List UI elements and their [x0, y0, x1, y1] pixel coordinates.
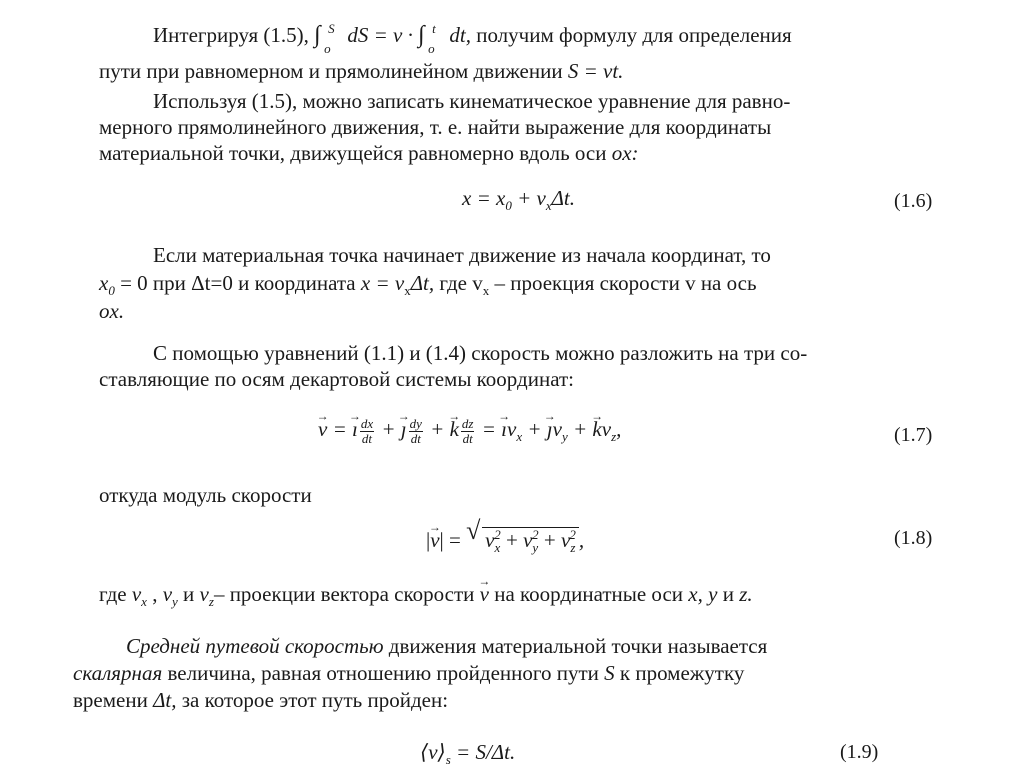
eq-part: ,: [616, 417, 622, 441]
text-fragment: и: [183, 582, 195, 606]
eq-part: + v: [517, 186, 546, 210]
text-fragment: движения материальной точки называется: [388, 634, 768, 658]
text-fragment: – проекции вектора скорости: [213, 582, 475, 606]
eq-sub: x: [516, 429, 523, 445]
text-fragment: и: [722, 582, 734, 606]
eq-part: | =: [439, 528, 461, 552]
int-upper: S: [328, 21, 335, 36]
eq-sub: s: [445, 752, 451, 768]
unit-vector-j: → ȷ: [401, 414, 407, 444]
eq-part: = S/Δt.: [456, 740, 516, 764]
text-fragment: – проекция скорости v на ось: [494, 271, 757, 295]
radicand: $v_x^2 + v_y^2 + v_z^2$: [482, 527, 579, 552]
text-fragment: на координатные оси: [494, 582, 684, 606]
eq-part: ,: [578, 528, 585, 552]
integral-2: ∫ t o: [418, 22, 444, 48]
equation-number-1-6: (1.6): [894, 190, 933, 212]
term-scalar: скалярная: [73, 661, 163, 685]
eq-sub: x: [545, 198, 552, 214]
math-fragment: x = v: [360, 271, 405, 295]
paragraph-1-line-2: [99, 58, 623, 84]
text-fragment: Интегрируя (1.5),: [153, 23, 309, 47]
equation-1-7: [318, 414, 621, 452]
paragraph-2-line-2: мерного прямолинейного движения, т. е. найти выражение для координаты: [99, 115, 772, 139]
math-sub: x: [404, 283, 411, 299]
eq-sub: 0: [505, 198, 512, 214]
equation-1-6: [462, 183, 575, 221]
term-average-path-speed: Средней путевой скоростью: [126, 634, 384, 658]
paragraph-7-line-3: [73, 687, 448, 713]
eq-part: +: [430, 417, 445, 441]
eq-part: +: [527, 417, 542, 441]
math-fragment: z.: [739, 582, 753, 606]
math-fragment: dt,: [449, 23, 471, 47]
math-sub: x: [482, 283, 490, 299]
text-fragment: величина, равная отношению пройденного пути: [167, 661, 599, 685]
integral-1: ∫ S o: [314, 22, 342, 48]
math-fragment: x: [99, 271, 109, 295]
paragraph-2-line-1: Используя (1.5), можно записать кинематическое уравнение для равно-: [153, 89, 791, 113]
paragraph-3-line-2: [99, 270, 757, 304]
int-upper: t: [432, 21, 436, 36]
paragraph-3-line-1: Если материальная точка начинает движение из начала координат, то: [153, 243, 771, 267]
formula-s-vt: S = vt.: [567, 59, 624, 83]
text-fragment: = 0 при: [120, 271, 186, 295]
unit-vector-k: → k: [450, 414, 459, 444]
paragraph-3-line-3: ox.: [99, 299, 125, 323]
equation-number-1-9: (1.9): [840, 741, 879, 763]
eq-sub: z: [611, 429, 617, 445]
unit-vector-i: → ı: [501, 414, 507, 444]
square-root: [466, 516, 579, 563]
paragraph-1-line-1: [153, 21, 792, 56]
eq-part: ⟨v⟩: [420, 740, 446, 764]
eq-part: +: [381, 417, 396, 441]
text-fragment: за которое этот путь пройден:: [181, 688, 449, 712]
paragraph-5-line-1: откуда модуль скорости: [99, 483, 312, 507]
eq-part: =: [481, 417, 496, 441]
eq-part: v: [507, 417, 517, 441]
math-fragment: v: [162, 582, 173, 606]
int-lower: o: [428, 41, 435, 56]
fraction-dx-dt: $\frac{dx}{dt}$: [360, 415, 374, 446]
text-fragment: где: [99, 582, 127, 606]
radical-sign: √: [466, 516, 481, 545]
text-fragment: Δt=0 и координата: [191, 271, 356, 295]
equation-1-9: [420, 737, 515, 775]
equation-number-1-8: (1.8): [894, 527, 933, 549]
math-fragment: Δt,: [153, 688, 177, 712]
unit-vector-k: → k: [592, 414, 601, 444]
math-fragment: S: [604, 661, 615, 685]
vector-v: → v: [430, 525, 439, 555]
math-fragment: v: [131, 582, 142, 606]
vector-v: → v: [318, 414, 327, 444]
eq-part: +: [572, 417, 588, 441]
equation-number-1-7: (1.7): [894, 424, 933, 446]
eq-part: Δt.: [551, 186, 576, 210]
vector-v: → v: [480, 581, 489, 607]
paragraph-4-line-1: С помощью уравнений (1.1) и (1.4) скорость можно разложить на три со-: [153, 341, 808, 365]
math-sub: y: [172, 594, 178, 610]
fraction-dz-dt: $\frac{dz}{dt}$: [461, 415, 474, 446]
math-sub: x: [141, 594, 147, 610]
paragraph-2-line-3: [99, 140, 639, 166]
eq-part: v: [601, 417, 612, 441]
paragraph-7-line-2: [73, 660, 744, 686]
paragraph-6-line-1: [99, 581, 753, 615]
text-fragment: к промежутку: [619, 661, 745, 685]
axis-label: ox:: [611, 141, 639, 165]
int-lower: o: [324, 41, 331, 56]
math-fragment: x, y: [688, 582, 718, 606]
eq-part: x = x: [462, 186, 506, 210]
paragraph-4-line-2: ставляющие по осям декартовой системы координат:: [99, 367, 574, 391]
math-fragment: dS = v ·: [347, 23, 413, 47]
math-sub: 0: [108, 283, 115, 299]
eq-part: |: [426, 528, 431, 552]
text-fragment: ,: [152, 582, 158, 606]
unit-vector-i: → ı: [352, 414, 358, 444]
text-fragment: получим формулу для определения: [476, 23, 792, 47]
text-fragment: времени: [73, 688, 148, 712]
eq-sub: y: [561, 429, 568, 445]
eq-part: v: [552, 417, 562, 441]
math-fragment: Δt,: [410, 271, 435, 295]
text-fragment: материальной точки, движущейся равномерно вдоль оси: [99, 141, 607, 165]
fraction-dy-dt: $\frac{dy}{dt}$: [409, 415, 422, 446]
text-fragment: где v: [439, 271, 483, 295]
math-fragment: v: [199, 582, 209, 606]
eq-part: =: [332, 417, 347, 441]
equation-1-8: [426, 516, 585, 563]
math-sub: z: [208, 594, 214, 610]
text-fragment: пути при равномерном и прямолинейном движении: [99, 59, 563, 83]
paragraph-7-line-1: [126, 633, 767, 659]
unit-vector-j: → ȷ: [547, 414, 553, 444]
